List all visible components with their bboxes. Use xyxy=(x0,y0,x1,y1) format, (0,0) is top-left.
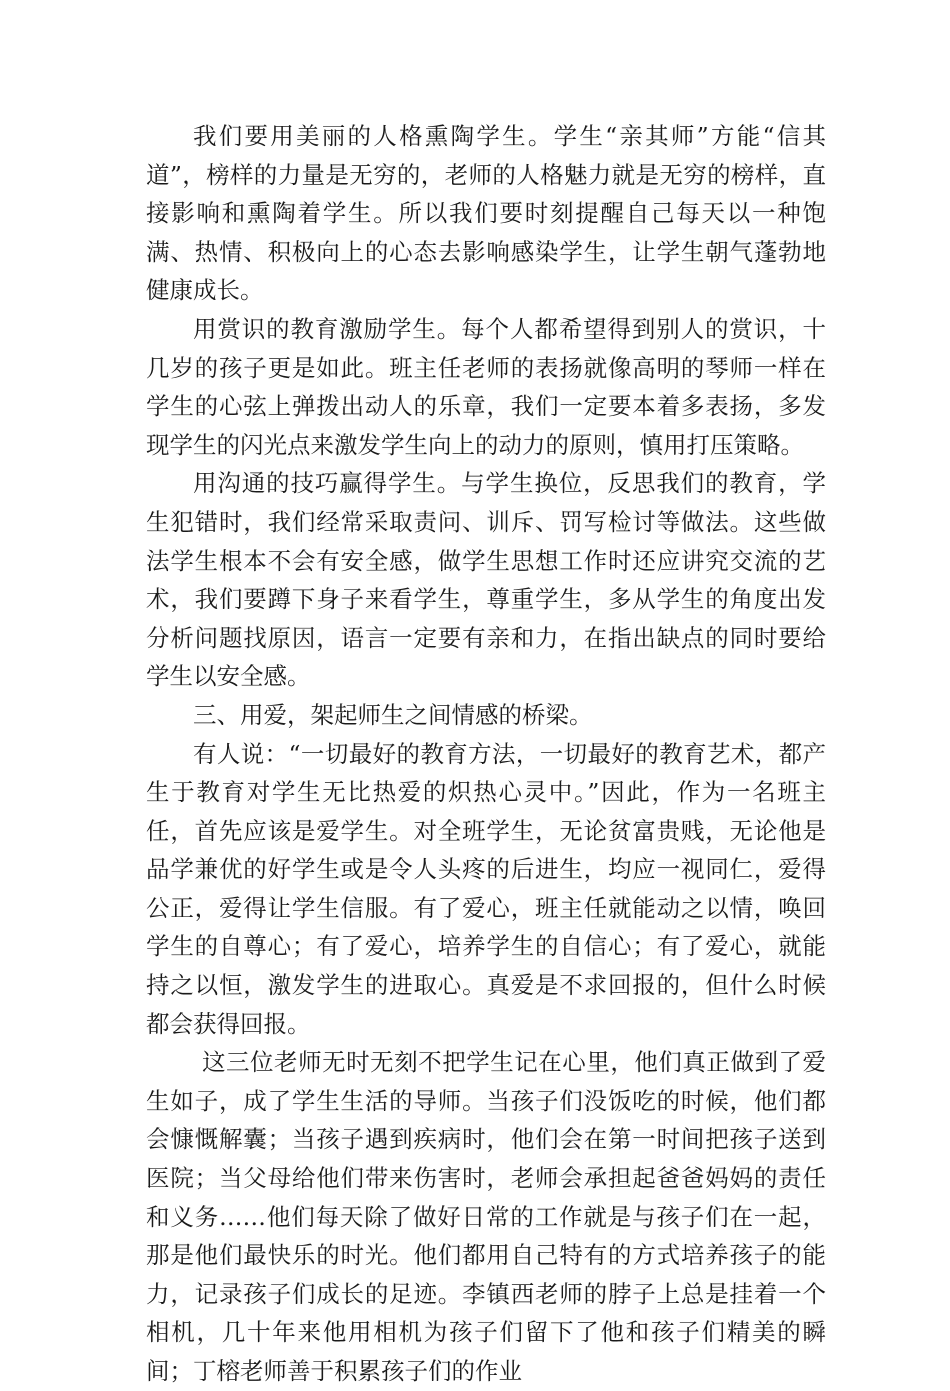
paragraph-three-teachers: 这三位老师无时无刻不把学生记在心里，他们真正做到了爱生如子，成了学生生活的导师。当孩子们没饭吃的时候，他们都会慷慨解囊；当孩子遇到疾病时，他们会在第一时间把孩子送到医院；当父母给他们带来伤害时，老师会承担起爸爸妈妈的责任和义务……他们每天除了做好日常的工作就是与孩子们在一起，那是他们最快乐的时光。他们都用自己特有的方式培养孩子的能力，记录孩子们成长的足迹。李镇西老师的脖子上总是挂着一个相机，几十年来他用相机为孩子们留下了他和孩子们精美的瞬间；丁榕老师善于积累孩子们的作业 xyxy=(146,1048,826,1385)
paragraph-appreciation: 用赏识的教育激励学生。每个人都希望得到别人的赏识，十几岁的孩子更是如此。班主任老师的表扬就像高明的琴师一样在学生的心弦上弹拨出动人的乐章，我们一定要本着多表扬，多发现学生的闪光点来激发学生向上的动力的原则，慎用打压策略。 xyxy=(146,314,826,459)
paragraph-personality: 我们要用美丽的人格熏陶学生。学生“亲其师”方能“信其道”，榜样的力量是无穷的，老师的人格魅力就是无穷的榜样，直接影响和熏陶着学生。所以我们要时刻提醒自己每天以一种饱满、热情、积极向上的心态去影响感染学生，让学生朝气蓬勃地健康成长。 xyxy=(146,122,826,305)
paragraph-communication: 用沟通的技巧赢得学生。与学生换位，反思我们的教育，学生犯错时，我们经常采取责问、训斥、罚写检讨等做法。这些做法学生根本不会有安全感，做学生思想工作时还应讲究交流的艺术，我们要蹲下身子来看学生，尊重学生，多从学生的角度出发分析问题找原因，语言一定要有亲和力，在指出缺点的同时要给学生以安全感。 xyxy=(146,469,826,691)
document-page xyxy=(146,117,826,1391)
section-heading-love: 三、用爱，架起师生之间情感的桥梁。 xyxy=(193,700,593,729)
paragraph-love-quote: 有人说：“一切最好的教育方法，一切最好的教育艺术，都产生于教育对学生无比热爱的炽热心灵中。”因此，作为一名班主任，首先应该是爱学生。对全班学生，无论贫富贵贱，无论他是品学兼优的好学生或是令人头疼的后进生，均应一视同仁，爱得公正，爱得让学生信服。有了爱心，班主任就能动之以情，唤回学生的自尊心；有了爱心，培养学生的自信心；有了爱心，就能持之以恒，激发学生的进取心。真爱是不求回报的，但什么时候都会获得回报。 xyxy=(146,739,826,1038)
